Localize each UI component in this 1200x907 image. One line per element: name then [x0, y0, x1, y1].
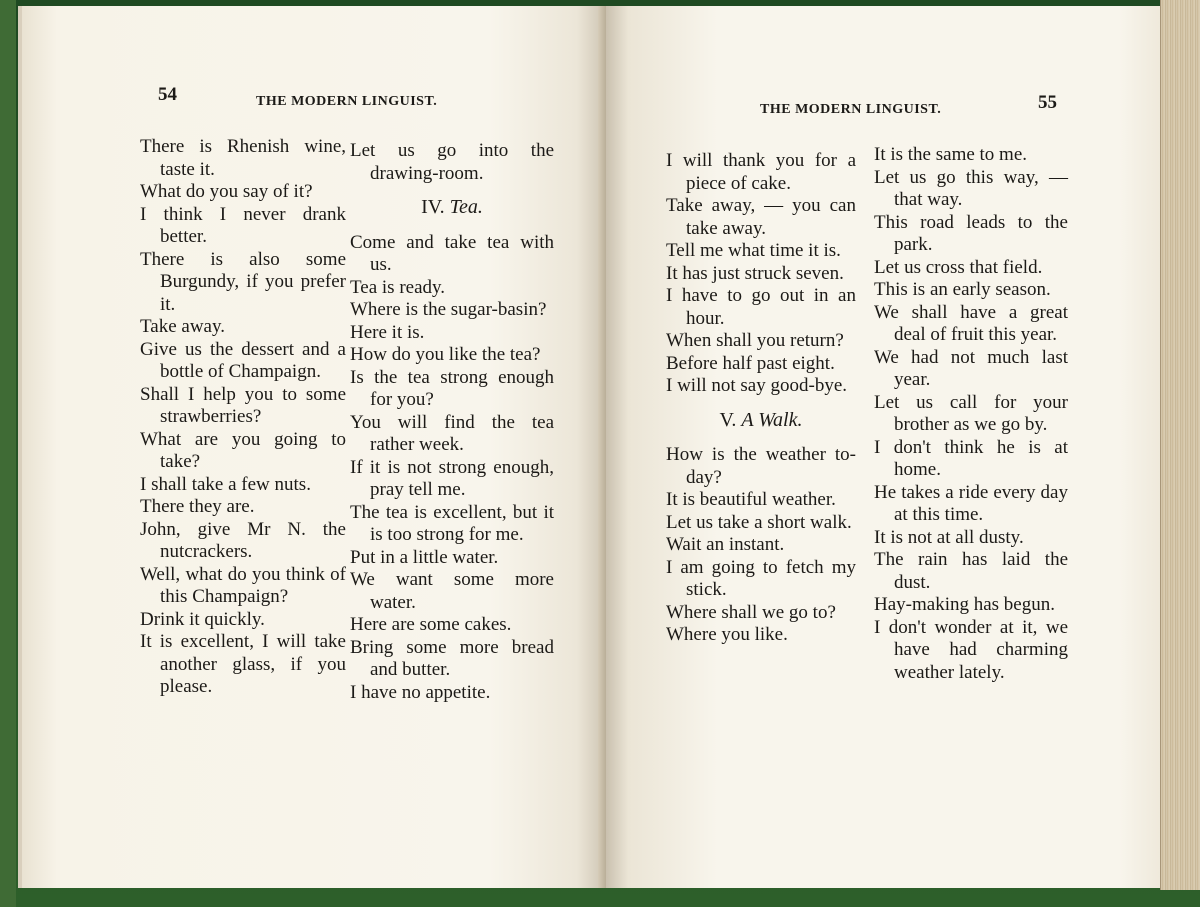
- phrase-line: Give us the dessert and a bottle of Champaign.: [140, 338, 346, 382]
- right-column-1: [666, 150, 856, 647]
- phrase-line: Where shall we go to?: [666, 601, 836, 623]
- phrase-line: I will thank you for a piece of cake.: [666, 150, 856, 194]
- phrase-line: Shall I help you to some strawberries?: [140, 383, 346, 427]
- phrase-line: I am going to fetch my stick.: [666, 556, 856, 600]
- right-page-number: 55: [1038, 92, 1057, 113]
- phrase-line: We want some more water.: [350, 569, 554, 613]
- left-page-number: 54: [158, 84, 177, 105]
- phrase-line: Tell me what time it is.: [666, 240, 841, 261]
- phrase-line: This road leads to the park.: [874, 211, 1068, 255]
- phrase-line: Take away.: [140, 316, 225, 337]
- page-edges: [1160, 0, 1200, 890]
- phrase-line: It is not at all dusty.: [874, 526, 1024, 548]
- phrase-line: Take away, — you can take away.: [666, 195, 856, 239]
- book-cover-edge: [0, 0, 16, 907]
- section-numeral: IV.: [421, 196, 445, 218]
- phrase-line: There is Rhenish wine, taste it.: [140, 136, 346, 180]
- phrase-line: There is also some Burgundy, if you prefer it.: [140, 248, 346, 315]
- phrase-line: If it is not strong enough, pray tell me.: [350, 456, 554, 500]
- phrase-line: How is the weather to-day?: [666, 444, 856, 488]
- phrase-line: Tea is ready.: [350, 276, 446, 298]
- phrase-line: Bring some more bread and butter.: [350, 636, 554, 680]
- phrase-line: It is beautiful weather.: [666, 489, 836, 510]
- right-running-head: THE MODERN LINGUIST.: [760, 102, 942, 117]
- phrase-line: Hay-making has begun.: [874, 594, 1055, 615]
- phrase-line: Where you like.: [666, 624, 788, 645]
- phrase-line: Wait an instant.: [666, 534, 785, 555]
- phrase-line: There they are.: [140, 496, 255, 517]
- left-running-head: THE MODERN LINGUIST.: [256, 94, 438, 109]
- phrase-line: We shall have a great deal of fruit this year.: [874, 301, 1068, 345]
- phrase-line: You will find the tea rather week.: [350, 411, 554, 455]
- phrase-line: Drink it quickly.: [140, 608, 265, 630]
- phrase-line: Is the tea strong enough for you?: [350, 366, 554, 410]
- phrase-line: The rain has laid the dust.: [874, 549, 1068, 593]
- phrase-line: Let us cross that field.: [874, 256, 1043, 278]
- phrase-line: John, give Mr N. the nutcrackers.: [140, 518, 346, 562]
- phrase-line: He takes a ride every day at this time.: [874, 481, 1068, 525]
- phrase-line: I don't think he is at home.: [874, 436, 1068, 480]
- phrase-line: It has just struck seven.: [666, 262, 844, 284]
- phrase-line: Let us call for your brother as we go by.: [874, 391, 1068, 435]
- phrase-line: How do you like the tea?: [350, 344, 541, 365]
- phrase-line: Let us go into the drawing-room.: [350, 140, 554, 184]
- phrase-line: When shall you return?: [666, 330, 844, 351]
- right-page: [606, 6, 1164, 888]
- left-column-2: [350, 140, 554, 704]
- phrase-line: This is an early season.: [874, 279, 1051, 300]
- section-heading-walk: [666, 409, 856, 432]
- section-numeral: V.: [719, 408, 737, 431]
- phrase-line: Well, what do you think of this Champaign?: [140, 563, 346, 607]
- phrase-line: Come and take tea with us.: [350, 231, 554, 275]
- phrase-line: The tea is excellent, but it is too strong for me.: [350, 501, 554, 545]
- phrase-line: Put in a little water.: [350, 546, 499, 568]
- phrase-line: We had not much last year.: [874, 346, 1068, 390]
- phrase-line: Here are some cakes.: [350, 614, 512, 635]
- section-title: Tea.: [449, 196, 483, 218]
- phrase-line: I shall take a few nuts.: [140, 473, 311, 495]
- phrase-line: Let us go this way, —that way.: [874, 166, 1068, 210]
- left-column-1: [140, 136, 346, 699]
- right-column-2: [874, 144, 1068, 684]
- phrase-line: Before half past eight.: [666, 352, 835, 374]
- phrase-line: Here it is.: [350, 321, 425, 343]
- phrase-line: Where is the sugar-basin?: [350, 299, 547, 320]
- left-page: [18, 6, 606, 888]
- phrase-line: It is excellent, I will take another glass, if you please.: [140, 631, 346, 697]
- phrase-line: I have no appetite.: [350, 681, 491, 703]
- phrase-line: Let us take a short walk.: [666, 511, 852, 533]
- phrase-line: What do you say of it?: [140, 181, 313, 202]
- phrase-line: I have to go out in an hour.: [666, 285, 856, 329]
- phrase-line: It is the same to me.: [874, 144, 1028, 165]
- phrase-line: I will not say good-bye.: [666, 375, 848, 396]
- phrase-line: What are you going to take?: [140, 428, 346, 472]
- phrase-line: I think I never drank better.: [140, 203, 346, 247]
- section-heading-tea: [350, 196, 554, 219]
- section-title: A Walk.: [741, 408, 803, 431]
- phrase-line: I don't wonder at it, we have had charming weather lately.: [874, 616, 1068, 683]
